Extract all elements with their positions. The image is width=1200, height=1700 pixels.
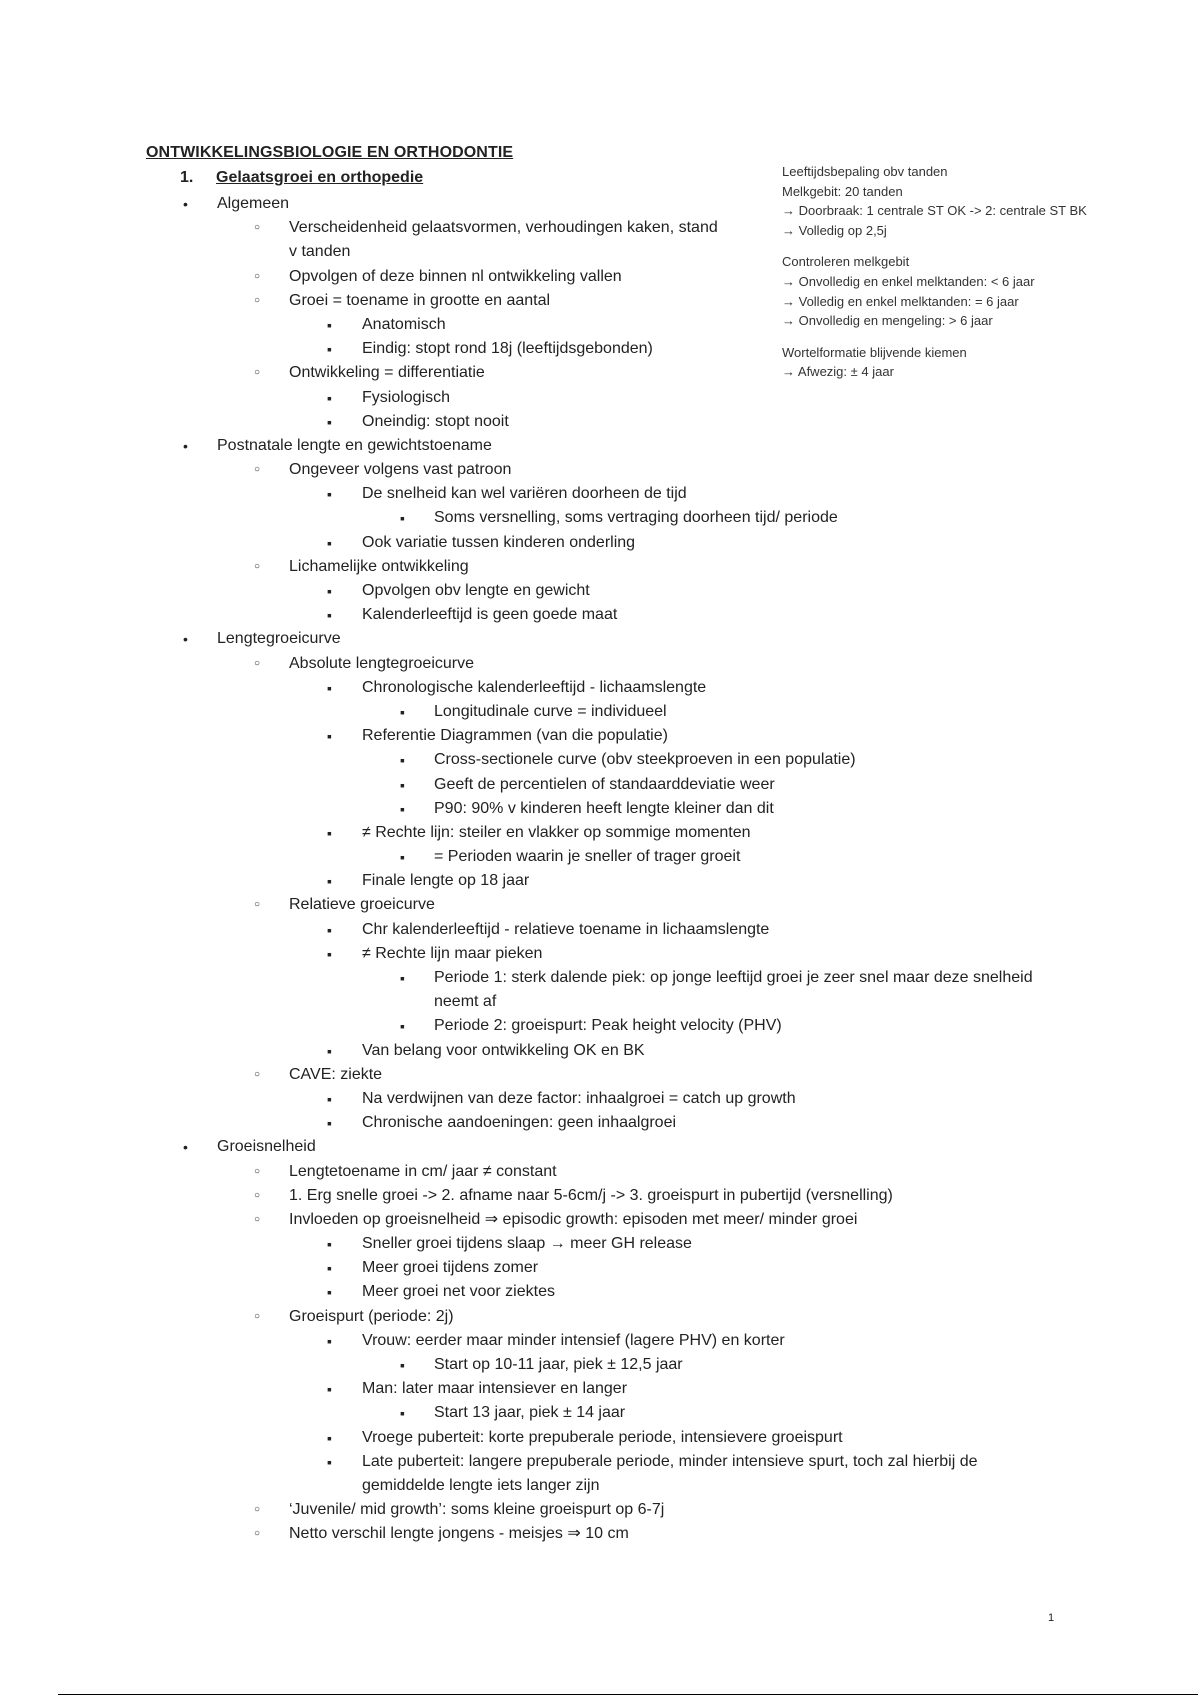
bullet-icon: ○ xyxy=(254,1068,261,1080)
outline-item-level-4 xyxy=(0,700,1200,724)
outline-item-level-4 xyxy=(0,773,1200,797)
bullet-icon: ▪ xyxy=(327,413,332,430)
outline-item-level-3 xyxy=(0,482,1200,506)
bullet-icon: ▪ xyxy=(327,1090,332,1107)
sidebar-line: Leeftijdsbepaling obv tanden xyxy=(782,164,948,179)
bullet-icon: ○ xyxy=(254,270,261,282)
bullet-icon: ▪ xyxy=(327,1284,332,1301)
outline-item-level-2 xyxy=(0,458,1200,482)
bullet-icon: ○ xyxy=(254,222,261,234)
bullet-icon: ▪ xyxy=(327,1236,332,1253)
bullet-icon: ▪ xyxy=(327,607,332,624)
outline-item-text: Lengtetoename in cm/ jaar ≠ constant xyxy=(289,1162,557,1180)
outline-item-level-2 xyxy=(0,1208,1200,1232)
outline-item-text: Late puberteit: langere prepuberale periode, minder intensieve spurt, toch zal hierbij de gemiddelde lengte iets langer zijn xyxy=(362,1452,978,1494)
outline-item-level-4 xyxy=(0,966,1200,1014)
bullet-icon: ▪ xyxy=(400,752,405,769)
sidebar-line: → Onvolledig en enkel melktanden: < 6 jaar xyxy=(782,273,1035,289)
outline-item-level-3 xyxy=(0,1087,1200,1111)
outline-item-level-3 xyxy=(0,918,1200,942)
outline-item-level-3 xyxy=(0,1111,1200,1135)
document-title: ONTWIKKELINGSBIOLOGIE EN ORTHODONTIE xyxy=(146,144,514,161)
bullet-icon: • xyxy=(183,1139,188,1156)
outline-item-text: Ontwikkeling = differentiatie xyxy=(289,364,485,382)
outline-item-text: Postnatale lengte en gewichtstoename xyxy=(217,436,492,454)
bullet-icon: ▪ xyxy=(327,583,332,600)
outline-item-text: Verscheidenheid gelaatsvormen, verhoudingen kaken, stand v tanden xyxy=(289,219,718,261)
bullet-icon: ▪ xyxy=(400,1018,405,1035)
bullet-icon: ▪ xyxy=(327,1429,332,1446)
bullet-icon: • xyxy=(183,631,188,648)
outline-item-text: Fysiologisch xyxy=(362,388,451,406)
outline-item-level-3 xyxy=(0,1426,1200,1450)
outline-item-level-2 xyxy=(0,1160,1200,1184)
bullet-icon: • xyxy=(183,196,188,212)
outline-item-level-2 xyxy=(0,1522,1200,1546)
bullet-icon: ▪ xyxy=(400,1357,405,1374)
outline-item-level-3 xyxy=(0,579,1200,603)
outline-item-text: Groeisnelheid xyxy=(217,1138,316,1156)
bullet-icon: ▪ xyxy=(327,873,332,890)
bullet-icon: ▪ xyxy=(327,1260,332,1277)
bullet-icon: ○ xyxy=(254,1213,261,1225)
outline-item-text: Kalenderleeftijd is geen goede maat xyxy=(362,606,618,624)
outline-item-text: Meer groei tijdens zomer xyxy=(362,1259,539,1277)
sidebar-group xyxy=(782,252,1182,330)
bullet-icon: ▪ xyxy=(400,970,405,987)
outline-item-level-4 xyxy=(0,748,1200,772)
footer-rule xyxy=(58,1694,1198,1695)
bullet-icon: ▪ xyxy=(327,389,332,406)
sidebar-line: Controleren melkgebit xyxy=(782,254,910,270)
sidebar-line: → Volledig op 2,5j xyxy=(782,222,887,238)
outline-item-level-1 xyxy=(0,1135,1200,1159)
outline-item-level-3 xyxy=(0,1450,1200,1498)
bullet-icon: ▪ xyxy=(327,945,332,962)
outline-item-level-3 xyxy=(0,1256,1200,1280)
bullet-icon: ▪ xyxy=(327,1042,332,1059)
outline-item-text: De snelheid kan wel variëren doorheen de tijd xyxy=(362,485,687,503)
bullet-icon: ○ xyxy=(254,1189,261,1201)
bullet-icon: ○ xyxy=(254,560,261,572)
sidebar-notes xyxy=(782,162,1182,394)
outline-item-text: Chr kalenderleeftijd - relatieve toename in lichaamslengte xyxy=(362,920,770,938)
outline-item-text: Ook variatie tussen kinderen onderling xyxy=(362,533,636,551)
bullet-icon: ▪ xyxy=(400,776,405,793)
outline-item-text: Van belang voor ontwikkeling OK en BK xyxy=(362,1041,645,1059)
outline-item-level-4 xyxy=(0,1353,1200,1377)
bullet-icon: ○ xyxy=(254,1504,261,1516)
bullet-icon: ○ xyxy=(254,294,261,306)
outline-item-text: Start op 10-11 jaar, piek ± 12,5 jaar xyxy=(434,1356,683,1374)
sidebar-line: Wortelformatie blijvende kiemen xyxy=(782,344,967,360)
outline-item-level-4 xyxy=(0,1401,1200,1425)
bullet-icon: ○ xyxy=(254,1310,261,1322)
outline-item-level-3 xyxy=(0,531,1200,555)
outline-item-level-2 xyxy=(0,1184,1200,1208)
outline-item-text: Oneindig: stopt nooit xyxy=(362,412,509,430)
outline-item-text: Relatieve groeicurve xyxy=(289,896,435,914)
outline-item-text: Periode 2: groeispurt: Peak height velocity (PHV) xyxy=(434,1017,782,1035)
bullet-icon: ▪ xyxy=(400,849,405,866)
bullet-icon: ▪ xyxy=(327,728,332,745)
outline-item-level-2 xyxy=(0,1305,1200,1329)
outline-item-text: Opvolgen of deze binnen nl ontwikkeling vallen xyxy=(289,267,622,285)
outline-item-text: = Perioden waarin je sneller of trager groeit xyxy=(434,848,741,866)
outline-item-text: Lichamelijke ontwikkeling xyxy=(289,557,469,575)
bullet-icon: ▪ xyxy=(327,921,332,938)
outline-item-text: 1. Erg snelle groei -> 2. afname naar 5-6cm/j -> 3. groeispurt in pubertijd (versnelling) xyxy=(289,1186,893,1204)
outline-item-level-3 xyxy=(0,821,1200,845)
bullet-icon: ○ xyxy=(254,899,261,911)
outline-item-level-3 xyxy=(0,603,1200,627)
sidebar-group xyxy=(782,343,1182,382)
outline-item-text: Longitudinale curve = individueel xyxy=(434,702,667,720)
bullet-icon: ○ xyxy=(254,657,261,669)
bullet-icon: ▪ xyxy=(327,534,332,551)
section-label: Gelaatsgroei en orthopedie xyxy=(216,169,424,186)
outline-item-text: Man: later maar intensiever en langer xyxy=(362,1380,628,1398)
outline-item-text: Geeft de percentielen of standaarddeviatie weer xyxy=(434,775,775,793)
outline-item-text: Chronologische kalenderleeftijd - lichaamslengte xyxy=(362,678,707,696)
bullet-icon: • xyxy=(183,437,188,454)
outline-item-level-3 xyxy=(0,942,1200,966)
outline-item-text: ≠ Rechte lijn: steiler en vlakker op sommige momenten xyxy=(362,823,751,841)
outline-item-level-2 xyxy=(0,1063,1200,1087)
outline-item-level-4 xyxy=(0,797,1200,821)
outline-item-level-4 xyxy=(0,845,1200,869)
outline-item-text: Ongeveer volgens vast patroon xyxy=(289,461,512,479)
outline-item-text: Opvolgen obv lengte en gewicht xyxy=(362,582,590,600)
section-number: 1. xyxy=(180,169,194,186)
outline-item-level-3 xyxy=(0,724,1200,748)
outline-item-text: Invloeden op groeisnelheid ⇒ episodic growth: episoden met meer/ minder groei xyxy=(289,1210,858,1228)
bullet-icon: ○ xyxy=(254,367,261,379)
sidebar-group xyxy=(782,162,1182,240)
outline-item-text: ≠ Rechte lijn maar pieken xyxy=(362,944,543,962)
outline-item-level-3 xyxy=(0,1329,1200,1353)
outline-item-text: ‘Juvenile/ mid growth’: soms kleine groeispurt op 6-7j xyxy=(289,1501,665,1519)
outline-item-text: Sneller groei tijdens slaap → meer GH release xyxy=(362,1235,692,1253)
outline-item-text: Meer groei net voor ziektes xyxy=(362,1283,555,1301)
outline-item-text: Eindig: stopt rond 18j (leeftijdsgebonden) xyxy=(362,340,653,358)
outline-item-level-3 xyxy=(0,869,1200,893)
outline-item-text: P90: 90% v kinderen heeft lengte kleiner dan dit xyxy=(434,799,774,817)
outline-item-text: Soms versnelling, soms vertraging doorheen tijd/ periode xyxy=(434,509,838,527)
outline-item-text: CAVE: ziekte xyxy=(289,1065,383,1083)
outline-item-text: Lengtegroeicurve xyxy=(217,630,341,648)
outline-item-level-2 xyxy=(0,652,1200,676)
bullet-icon: ▪ xyxy=(400,510,405,527)
outline-item-text: Periode 1: sterk dalende piek: op jonge leeftijd groei je zeer snel maar deze snelheid neemt af xyxy=(434,969,1033,1011)
outline-item-text: Chronische aandoeningen: geen inhaalgroei xyxy=(362,1114,677,1132)
outline-item-text: Finale lengte op 18 jaar xyxy=(362,872,530,890)
bullet-icon: ○ xyxy=(254,1165,261,1177)
outline-item-text: Referentie Diagrammen (van die populatie) xyxy=(362,727,668,745)
outline-item-text: Anatomisch xyxy=(362,315,446,333)
outline-item-level-4 xyxy=(0,1014,1200,1038)
outline-item-level-1 xyxy=(0,434,1200,458)
sidebar-line: → Volledig en enkel melktanden: = 6 jaar xyxy=(782,293,1019,309)
page-number: 1 xyxy=(1048,1612,1055,1624)
outline-item-level-3 xyxy=(0,1280,1200,1304)
outline-item-text: Cross-sectionele curve (obv steekproeven in een populatie) xyxy=(434,751,856,769)
outline-item-text: Netto verschil lengte jongens - meisjes ⇒ 10 cm xyxy=(289,1525,629,1543)
outline-item-level-4 xyxy=(0,506,1200,530)
bullet-icon: ▪ xyxy=(327,1332,332,1349)
outline-item-text: Groeispurt (periode: 2j) xyxy=(289,1307,454,1325)
bullet-icon: ▪ xyxy=(327,824,332,841)
outline-item-level-2 xyxy=(0,555,1200,579)
sidebar-line: → Afwezig: ± 4 jaar xyxy=(782,364,894,380)
outline-item-text: Start 13 jaar, piek ± 14 jaar xyxy=(434,1404,626,1422)
outline-item-level-1 xyxy=(0,627,1200,651)
bullet-icon: ▪ xyxy=(327,1115,332,1132)
bullet-icon: ▪ xyxy=(327,1381,332,1398)
outline-item-text: Vroege puberteit: korte prepuberale periode, intensievere groeispurt xyxy=(362,1428,843,1446)
sidebar-line: Melkgebit: 20 tanden xyxy=(782,183,903,199)
bullet-icon: ▪ xyxy=(327,341,332,358)
bullet-icon: ▪ xyxy=(400,1405,405,1422)
outline-item-text: Na verdwijnen van deze factor: inhaalgroei = catch up growth xyxy=(362,1089,796,1107)
outline-item-level-3 xyxy=(0,1232,1200,1256)
bullet-icon: ▪ xyxy=(327,316,332,333)
bullet-icon: ○ xyxy=(254,1528,261,1540)
outline-item-level-2 xyxy=(0,893,1200,917)
sidebar-line: → Onvolledig en mengeling: > 6 jaar xyxy=(782,313,993,329)
outline-list xyxy=(0,192,1200,1547)
bullet-icon: ▪ xyxy=(400,703,405,720)
bullet-icon: ▪ xyxy=(400,800,405,817)
outline-item-text: Absolute lengtegroeicurve xyxy=(289,654,475,672)
outline-item-level-3 xyxy=(0,410,1200,434)
section-heading xyxy=(146,169,423,187)
bullet-icon: ▪ xyxy=(327,486,332,503)
bullet-icon: ○ xyxy=(254,464,261,476)
outline-item-level-2 xyxy=(0,1498,1200,1522)
outline-item-text: Groei = toename in grootte en aantal xyxy=(289,291,551,309)
bullet-icon: ▪ xyxy=(327,1453,332,1470)
outline-item-level-3 xyxy=(0,1377,1200,1401)
outline-item-text: Algemeen xyxy=(217,195,290,212)
sidebar-line: → Doorbraak: 1 centrale ST OK -> 2: centrale ST BK xyxy=(782,203,1087,219)
outline-item-level-3 xyxy=(0,1039,1200,1063)
bullet-icon: ▪ xyxy=(327,679,332,696)
outline-item-level-3 xyxy=(0,676,1200,700)
outline-item-text: Vrouw: eerder maar minder intensief (lagere PHV) en korter xyxy=(362,1331,785,1349)
